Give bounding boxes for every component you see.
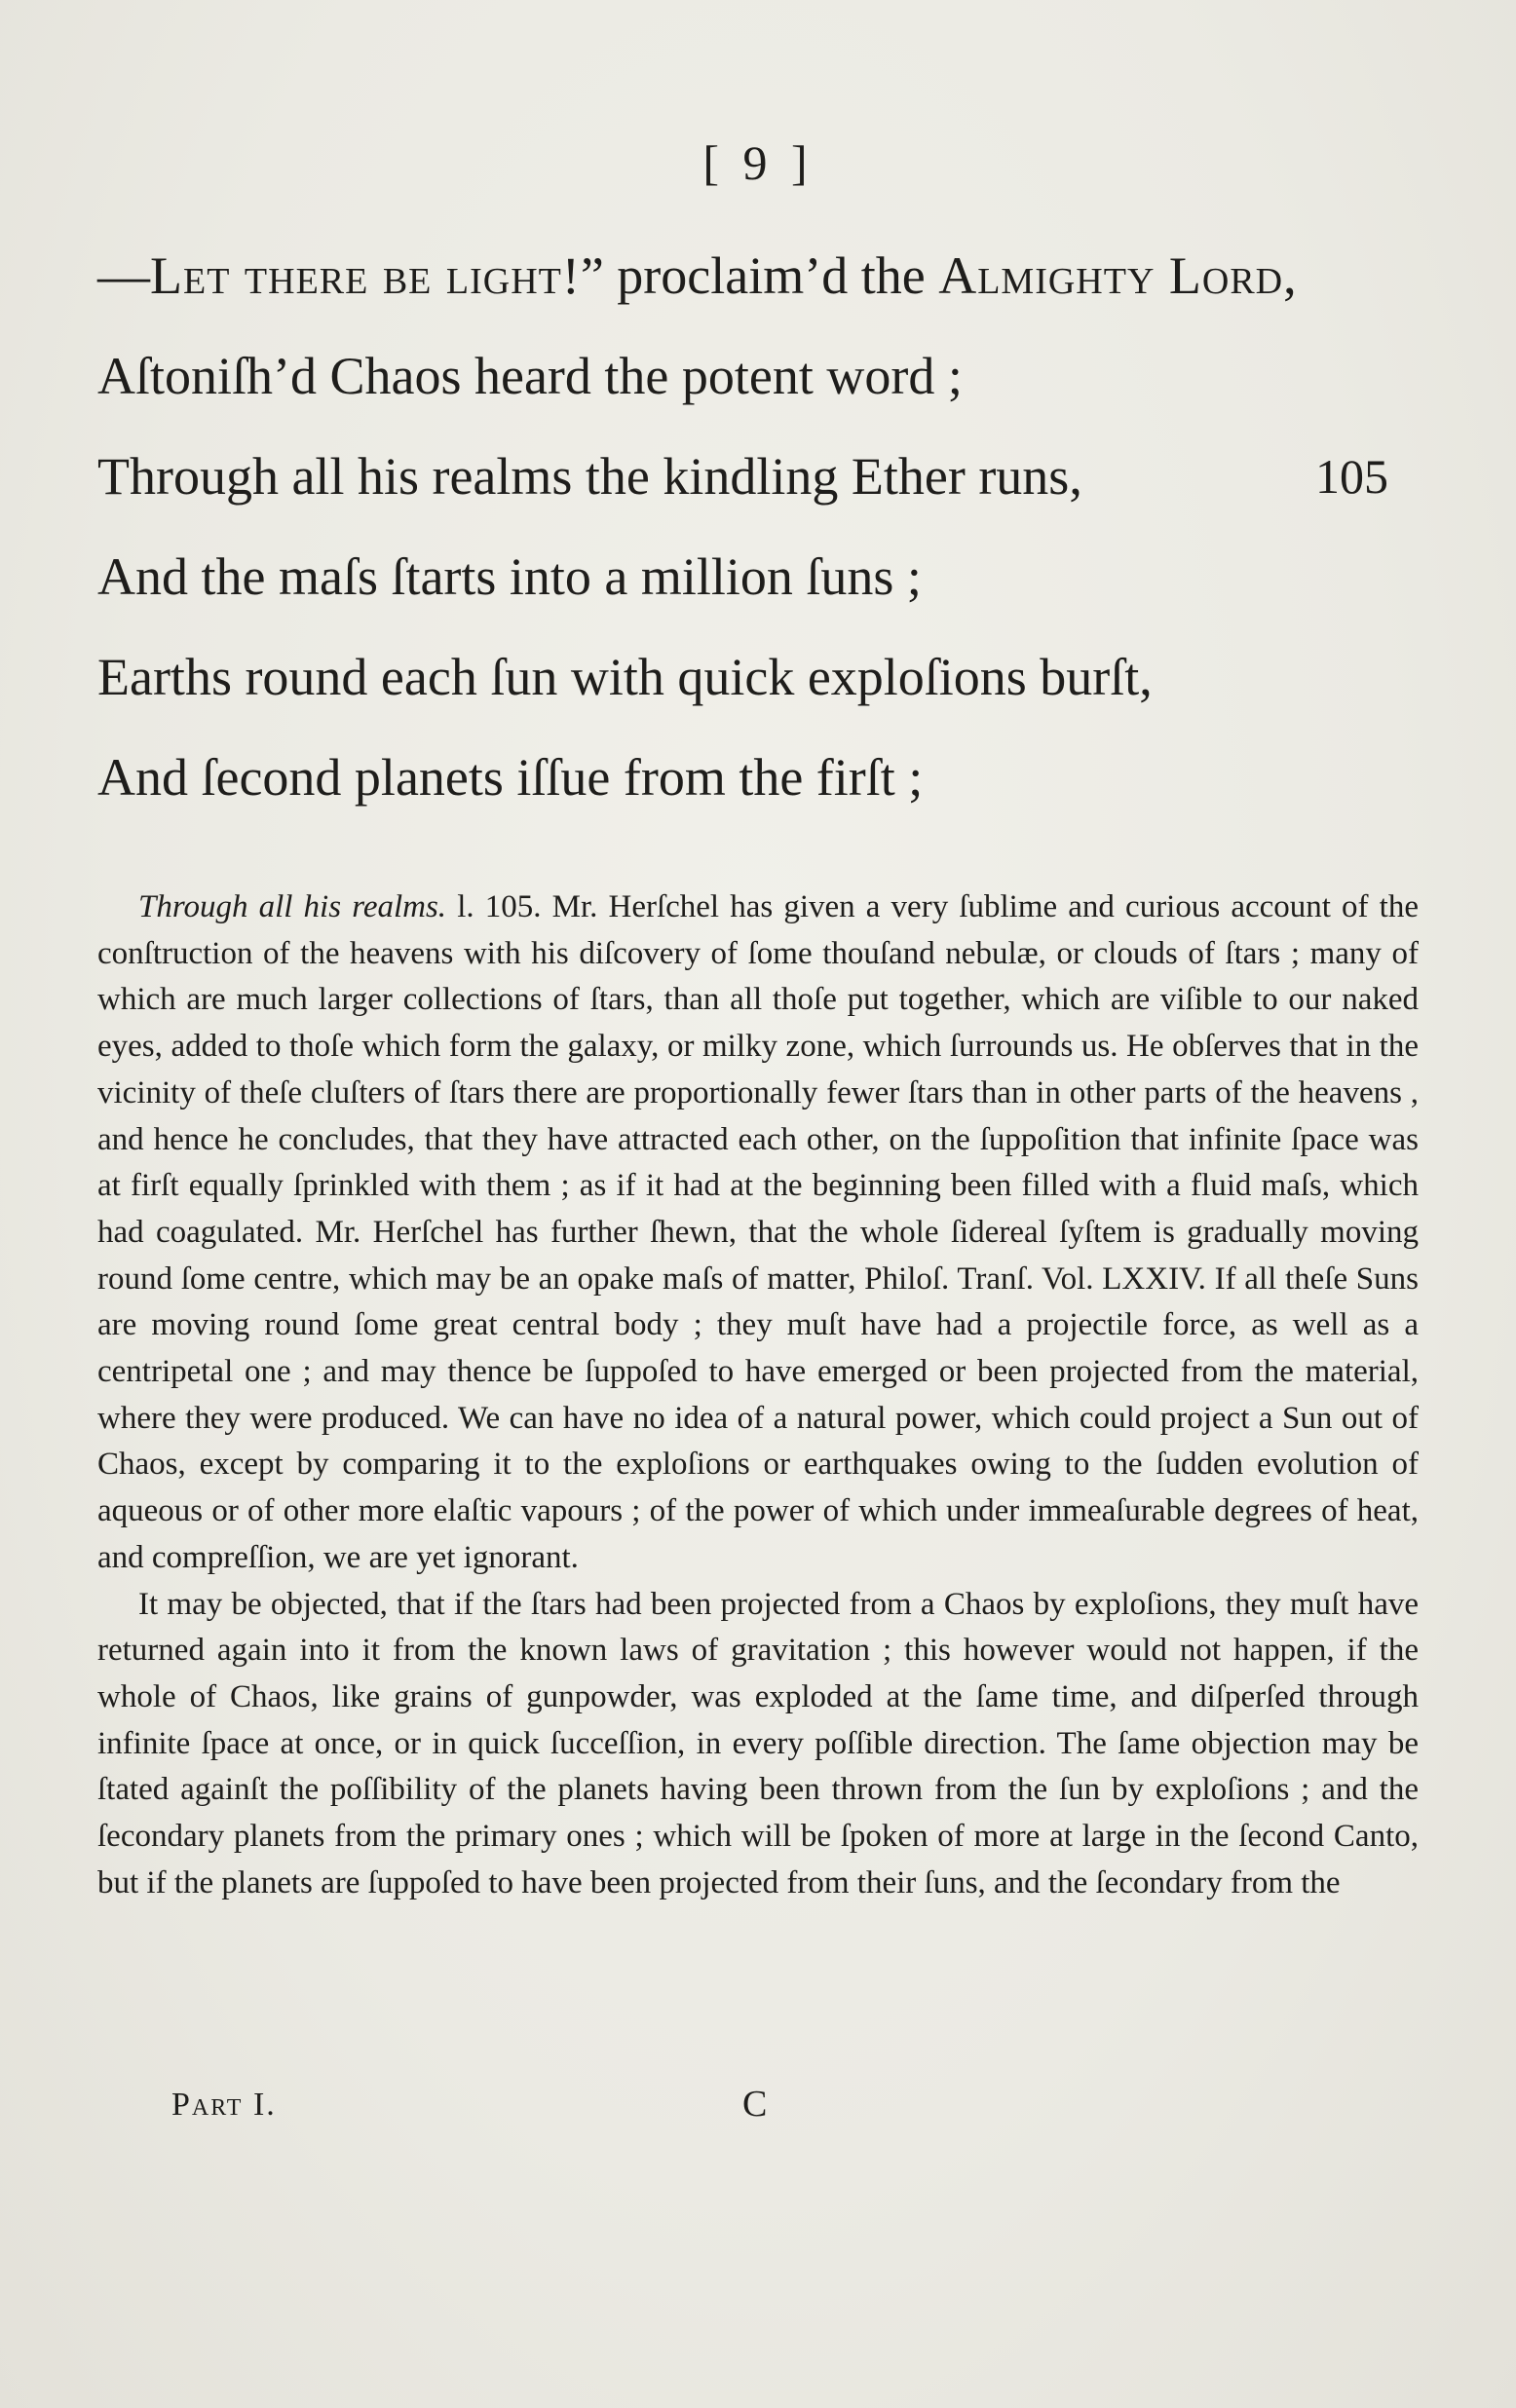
verse-text: And the maſs ſtarts into a million ſuns ; bbox=[97, 547, 922, 606]
verse-line bbox=[97, 728, 1461, 828]
verse-smallcaps: Let there be light! bbox=[150, 246, 581, 305]
verse-smallcaps: Almighty Lord bbox=[938, 246, 1284, 305]
verse-line bbox=[97, 527, 1461, 627]
verse-line bbox=[97, 326, 1461, 427]
verse-text: And ſecond planets iſſue from the firſt ; bbox=[97, 748, 924, 807]
signature-mark: C bbox=[742, 2084, 768, 2125]
part-label: Part I. bbox=[171, 2087, 277, 2123]
line-number: 105 bbox=[1315, 449, 1388, 504]
verse-line bbox=[97, 427, 1461, 527]
note-body: l. 105. Mr. Herſchel has given a very ſublime and curious account of the conſtruction of the heavens with his diſcovery of ſome thouſand nebulæ, or clouds of ſtars ; many of which are much larger collections of ſtars, than all thoſe put together, which are viſible to our naked eyes, added to thoſe which form the galaxy, or milky zone, which ſurrounds us. He obſerves that in the vicinity of theſe cluſters of ſtars there are proportionally fewer ſtars than in other parts of the heavens , and hence he concludes, that they have attracted each other, on the ſuppoſition that infinite ſpace was at firſt equally ſprinkled with them ; as if it had at the beginning been filled with a fluid maſs, which had coagulated. Mr. Herſchel has further ſhewn, that the whole ſidereal ſyſtem is gradually moving round ſome centre, which may be an opake maſs of matter, Philoſ. Tranſ. Vol. LXXIV. If all theſe Suns are moving round ſome great central body ; they muſt have had a projectile force, as well as a centripetal one ; and may thence be ſuppoſed to have emerged or been projected from the material, where they were produced. We can have no idea of a natural power, which could project a Sun out of Chaos, except by comparing it to the exploſions or earthquakes owing to the ſudden evolution of aqueous or of other more elaſtic vapours ; of the power of which under immeaſurable degrees of heat, and compreſſion, we are yet ignorant. bbox=[97, 889, 1419, 1575]
verse-text: ” proclaim’d the bbox=[580, 246, 939, 305]
note-heading: Through all his realms. bbox=[138, 889, 447, 924]
verse-end: , bbox=[1283, 246, 1297, 305]
verse-line bbox=[97, 226, 1461, 326]
note-paragraph bbox=[97, 884, 1419, 1582]
verse-line bbox=[97, 627, 1461, 728]
verse-prefix: — bbox=[97, 246, 150, 305]
verse-text: Through all his realms the kindling Ether runs, bbox=[97, 447, 1082, 506]
footnotes bbox=[97, 884, 1419, 1906]
verse-block bbox=[97, 226, 1461, 828]
note-paragraph: It may be objected, that if the ſtars had been projected from a Chaos by exploſions, they muſt have returned again into it from the known laws of gravitation ; this however would not happen, if the whole of Chaos, like grains of gunpowder, was exploded at the ſame time, and diſperſed through infinite ſpace at once, or in quick ſucceſſion, in every poſſible direction. The ſame objection may be ſtated againſt the poſſibility of the planets having been thrown from the ſun by exploſions ; and the ſecondary planets from the primary ones ; which will be ſpoken of more at large in the ſecond Canto, but if the planets are ſuppoſed to have been projected from their ſuns, and the ſecondary from the bbox=[97, 1586, 1419, 1900]
verse-text: Aſtoniſh’d Chaos heard the potent word ; bbox=[97, 347, 963, 405]
verse-text: Earths round each ſun with quick exploſions burſt, bbox=[97, 648, 1153, 706]
page-number: [ 9 ] bbox=[702, 135, 814, 190]
